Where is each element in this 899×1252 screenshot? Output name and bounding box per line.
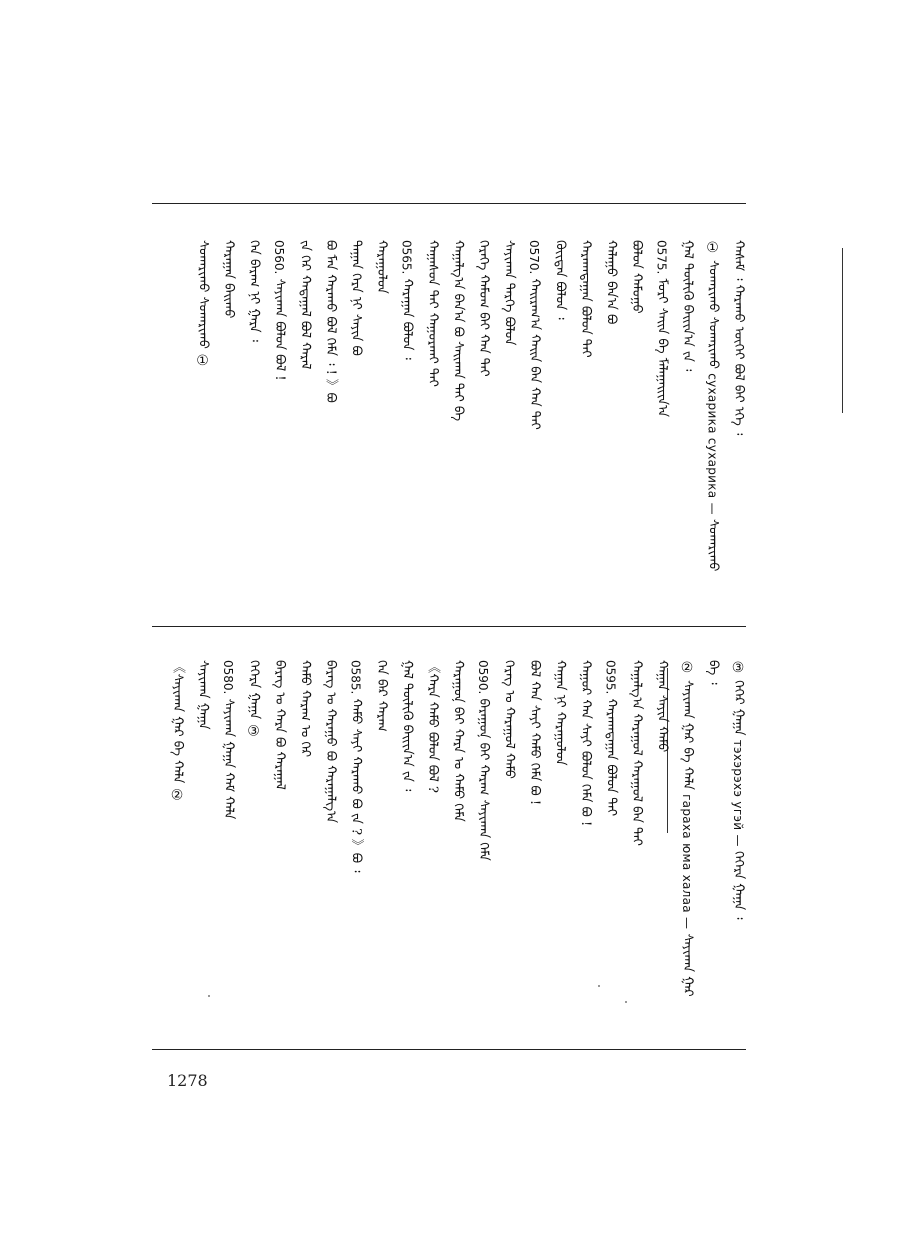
text-column <box>626 660 646 1030</box>
top-text-panel <box>152 240 746 610</box>
text-column <box>473 660 493 1030</box>
mongolian-text: ᠬᠠᠭᠠᠯᠭ᠎ᠠ ᠬᠠᠷᠠᠭᠤᠯ ᠬᠠᠷᠠᠭᠤᠯ ᠪᠠᠨ ᠲᠠᠢ <box>629 660 644 846</box>
mongolian-text: ᠬᠠᠮᠣ ᠬᠠᠷᠠᠭ ᠣ ᠬᠡᠷ <box>297 660 313 758</box>
text-column <box>728 660 748 1030</box>
scan-speck <box>625 1001 627 1003</box>
text-column <box>703 660 723 1030</box>
text-column <box>652 240 672 610</box>
text-column <box>320 240 340 610</box>
page-number: 1278 <box>167 1071 208 1090</box>
mongolian-text: ᠬᠡᠭᠡᠷ ᠭᠠᠭᠠ <box>731 680 746 736</box>
mongolian-text: ᠬᠠᠷᠠᠭᠤᠨ᠋ ᠪᠠᠢ ᠬᠠᠷᠠ ᠣ ᠬᠠᠮᠣ ᠬᠡᠮᠡ <box>450 660 466 822</box>
text-column <box>499 240 519 610</box>
footnote-marker: ② <box>679 660 695 676</box>
text-column <box>320 660 340 1030</box>
text-column <box>499 660 519 1030</box>
mongolian-text: ᠬᠡᠷᠡᠭᠡ ᠬᠠᠮᠤᠭ ᠪᠠᠢ ᠬᠠᠨ ᠲᠠᠢ <box>476 240 491 377</box>
mongolian-text: ᠬᠠᠭᠤᠷ ᠬᠠᠨ ᠰᠠᠶᠢ ᠪᠣᠯᠤᠨ ᠬᠡᠮᠡ ᠪᠣ ! <box>578 660 593 827</box>
mongolian-text: 《ᠬᠠᠷᠠ ᠬᠠᠮᠣ ᠪᠣᠯᠤᠨ ᠪᠣᠯ ? <box>425 660 440 793</box>
mongolian-text: ᠬᠠᠭᠠᠰᠤᠨ ᠲᠠᠢ ᠬᠠᠭᠤᠷᠬᠠᠢ ᠲᠡᠢ <box>425 240 440 387</box>
footnote-marker: ① <box>704 240 721 256</box>
cyrillic-gloss: сухарика сухарика — <box>705 373 720 515</box>
scan-speck <box>208 995 210 997</box>
mongolian-text: ᠬᠠᠷᠠᠭᠠᠨ ᠪᠣᠯᠤᠨ ᠄ <box>399 278 415 360</box>
text-column <box>575 660 595 1030</box>
mongolian-text: ᠬᠠᠯᠠᠭᠤ ᠪᠠᠨ᠎ᠠ ᠪᠣ <box>603 240 619 325</box>
text-column <box>422 240 442 610</box>
bottom-text-panel <box>152 660 746 1030</box>
mongolian-text: ᠪᠡᠷᠡᠭ ᠣ ᠬᠠᠷᠠ ᠪᠣ ᠬᠠᠷᠠᠭᠠᠯ <box>272 660 287 790</box>
mongolian-text: ᠬᠠᠷᠠᠭᠤᠯᠤᠨ <box>374 240 389 294</box>
text-column <box>244 240 264 610</box>
footnote-marker: ② <box>169 787 185 804</box>
mongolian-text: ᠰᠠᠶᠢᠬᠠᠨ ᠭᠠᠭᠠ <box>195 660 211 730</box>
mongolian-text: ᠬᠠᠭᠠᠨ ᠰᠠᠶᠢᠨ ᠬᠠᠮᠣ <box>654 660 670 753</box>
text-column <box>473 240 493 610</box>
mongolian-text: ᠬᠦᠢᠳᠡᠨ ᠪᠣᠯᠤᠨ ᠄ <box>552 240 568 320</box>
text-column <box>448 660 468 1030</box>
mongolian-text: ᠪᠡ ᠄ <box>705 660 721 685</box>
line-number: 0595. <box>603 660 618 695</box>
text-column <box>244 660 264 1030</box>
cyrillic-gloss: тэхэрэхэ угэй — <box>731 739 745 847</box>
mongolian-text: ᠰᠤᠬᠠᠷᠢᠬᠤ ᠰᠤᠬᠠᠷᠢᠬᠤ <box>705 260 721 370</box>
text-column <box>550 240 570 610</box>
mongolian-text: ᠬᠡᠨ ᠪᠠᠷᠠᠭ ᠨᠢ ᠭᠠᠷᠠ ᠄ <box>246 240 262 342</box>
mongolian-text: ᠭᠠᠯ ᠲᠦᠯᠢᠬᠦ ᠪᠠᠢᠢᠨ᠎ᠠ ᠵᠡ ᠄ <box>680 240 695 372</box>
mongolian-text: ᠬᠡᠷᠡᠭ ᠣ ᠬᠠᠷᠠᠭᠤᠯ ᠬᠠᠮᠣ <box>501 660 517 779</box>
mongolian-text: ᠵᠠ ᠬᠡᠷ ᠬᠠᠳᠠᠭᠠᠯ ᠪᠣᠯ ᠬᠠᠷᠠᠯ <box>297 240 313 370</box>
mongolian-text: ᠬᠠᠢᠷᠠᠭ᠎ᠠ ᠬᠠᠢᠨ ᠪᠠᠨ ᠬᠠᠨ ᠲᠠᠢ <box>527 278 542 430</box>
mongolian-text: ᠭᠠᠯ ᠲᠦᠯᠢᠬᠦ ᠪᠠᠢᠢᠨ᠎ᠠ ᠵᠡ ᠄ <box>399 660 415 792</box>
mongolian-gloss: ᠰᠤᠬᠠᠷᠢᠬᠤ <box>705 519 721 572</box>
line-number: 0560. <box>272 240 286 275</box>
text-column <box>218 240 238 610</box>
mongolian-text: ᠪᠣ ᠮᠠᠨ ᠬᠠᠷᠠᠬᠤ ᠪᠣᠯ ᠬᠡᠮᠡ ᠄ ! 》ᠪᠣ <box>323 240 338 403</box>
mongolian-text: ᠪᠣᠯᠤᠨ ᠬᠠᠮᠤᠭᠤ <box>629 240 644 314</box>
text-column <box>295 660 315 1030</box>
text-column <box>601 660 621 1030</box>
bottom-rule <box>152 1049 746 1050</box>
text-column <box>575 240 595 610</box>
mongolian-text: ᠬᠠᠷᠠᠭᠠᠨ ᠪᠠᠢᠬᠤ <box>221 240 236 319</box>
text-column <box>346 240 366 610</box>
line-number: 0575. <box>654 240 669 275</box>
text-column <box>167 660 187 1030</box>
mongolian-text: ᠬᠠᠰᠠᠮ ᠄ ᠬᠠᠷᠠᠬᠤ ᠦᠭᠡᠢ ᠪᠣᠯ ᠪᠠᠢ ᠡᠭᠡ ᠄ <box>731 240 746 436</box>
text-column <box>269 240 289 610</box>
line-number: 0580. <box>221 660 235 695</box>
text-column <box>550 660 570 1030</box>
text-column <box>524 240 544 610</box>
text-column <box>601 240 621 610</box>
mongolian-text: ᠬᠠᠭᠠᠨ ᠨᠢ ᠬᠠᠷᠠᠭᠤᠯᠤᠨ <box>552 660 568 766</box>
mongolian-text: ᠰᠠᠶᠢᠬᠠᠨ ᠭᠠᠭᠠ ᠬᠠᠮ ᠬᠠᠯᠠ <box>221 698 236 820</box>
text-column <box>677 240 697 610</box>
text-column <box>218 660 238 1030</box>
footnote-marker: ① <box>194 353 211 370</box>
mongolian-gloss: ᠬᠡᠭᠡᠷᠡ ᠭᠠᠭᠠ ᠄ <box>731 850 746 920</box>
mongolian-text: ᠰᠤᠬᠠᠷᠢᠬᠤ ᠰᠤᠬᠠᠷᠢᠬᠤ <box>195 240 211 349</box>
text-column <box>422 660 442 1030</box>
mongolian-text: ᠪᠣᠯ ᠬᠠᠨ ᠰᠠᠶᠢ ᠬᠠᠮᠣ ᠬᠡᠮᠡ ᠪᠣ ! <box>527 660 542 806</box>
text-column <box>193 240 213 610</box>
mongolian-text: ᠬᠡᠨ ᠪᠠᠷ ᠬᠠᠷᠠᠭ <box>374 660 389 732</box>
middle-rule <box>152 626 746 627</box>
text-column <box>269 660 289 1030</box>
text-column <box>295 240 315 610</box>
line-number: 0565. <box>399 240 414 275</box>
text-column <box>728 240 748 610</box>
footnote-divider <box>842 248 843 413</box>
text-column <box>397 240 417 610</box>
mongolian-text: ᠲᠠᠭᠠᠨ ᠬᠡᠷᠡ ᠨᠢ ᠰᠠᠶᠢᠨ ᠪᠣ <box>348 240 364 356</box>
text-column <box>193 660 213 1030</box>
footnote-marker: ③ <box>245 723 262 740</box>
text-column <box>524 660 544 1030</box>
mongolian-gloss: ᠰᠠᠶᠢᠬᠠᠨ ᠭᠠᠷ <box>680 933 695 997</box>
mongolian-text: ᠪᠠᠷᠠᠭᠤᠨ᠋ ᠪᠠᠢ ᠬᠠᠷᠠᠭ ᠰᠠᠶᠢᠬᠠᠨ ᠬᠡᠮᠡ <box>476 698 491 861</box>
text-column <box>371 240 391 610</box>
mongolian-text: ᠪᠡᠷᠡᠭ ᠣ ᠬᠠᠷᠠᠭᠤ ᠪᠣ ᠬᠠᠷᠠᠭᠠᠯᠭ᠎ᠠ <box>323 660 338 824</box>
line-number: 0590. <box>476 660 490 695</box>
mongolian-text: ᠬᠠᠷᠠᠬᠠᠳᠠᠭᠠᠨ ᠪᠣᠯᠤᠨ ᠲᠠᠢ <box>603 698 619 817</box>
text-column <box>448 240 468 610</box>
mongolian-text: 《ᠰᠠᠶᠢᠬᠠᠨ ᠭᠠᠷ ᠪᠠ ᠬᠠᠯᠠ <box>170 660 185 784</box>
text-column <box>397 660 417 1030</box>
mongolian-text: ᠬᠡᠭᠡᠷᠡ ᠭᠠᠭᠠ <box>246 660 262 720</box>
top-rule <box>152 203 746 204</box>
mongolian-text: ᠰᠠᠶᠢᠬᠠᠨ ᠲᠡᠷᠭᠡ ᠪᠣᠯᠤᠨ <box>501 240 517 346</box>
text-column <box>703 240 723 610</box>
cyrillic-gloss: гараха юма халаа — <box>680 794 694 930</box>
line-number: 0570. <box>527 240 541 275</box>
mongolian-text: ᠬᠠᠭᠠᠯᠭ᠎ᠠ ᠪᠠᠨ᠎ᠠ ᠪᠣ ᠰᠠᠢᠬᠠᠨ ᠲᠠᠢ ᠪᠡ <box>450 240 466 422</box>
text-column <box>677 660 697 1030</box>
mongolian-text: ᠮᠣᠷᠢ ᠰᠠᠢᠨ ᠪᠡ ᠮᠠᠯᠠᠭᠠᠢᠢᠨ᠎ᠠ <box>654 278 670 418</box>
mongolian-text: ᠬᠠᠮᠣ ᠰᠠᠶᠢ ᠬᠠᠷᠠᠬᠤ ᠪᠣ ᠵᠠ ? 》ᠪᠣ ᠄ <box>348 698 364 873</box>
text-column <box>371 660 391 1030</box>
mongolian-text: ᠰᠠᠶᠢᠬᠠᠨ ᠪᠣᠯᠤᠨ ᠪᠣᠯ ! <box>272 278 287 381</box>
text-column <box>652 660 672 1030</box>
text-column <box>626 240 646 610</box>
scan-speck <box>598 985 600 987</box>
text-column <box>346 660 366 1030</box>
mongolian-text: ᠬᠠᠷᠠᠬᠠᠳᠠᠭᠠᠨ ᠪᠣᠯᠤᠨ ᠲᠠᠢ <box>578 240 593 358</box>
mongolian-text: ᠰᠠᠶᠢᠬᠠᠨ ᠭᠠᠷ ᠪᠠ ᠬᠠᠯᠠ <box>680 680 695 790</box>
footnote-marker: ③ <box>730 660 746 676</box>
line-number: 0585. <box>348 660 363 695</box>
